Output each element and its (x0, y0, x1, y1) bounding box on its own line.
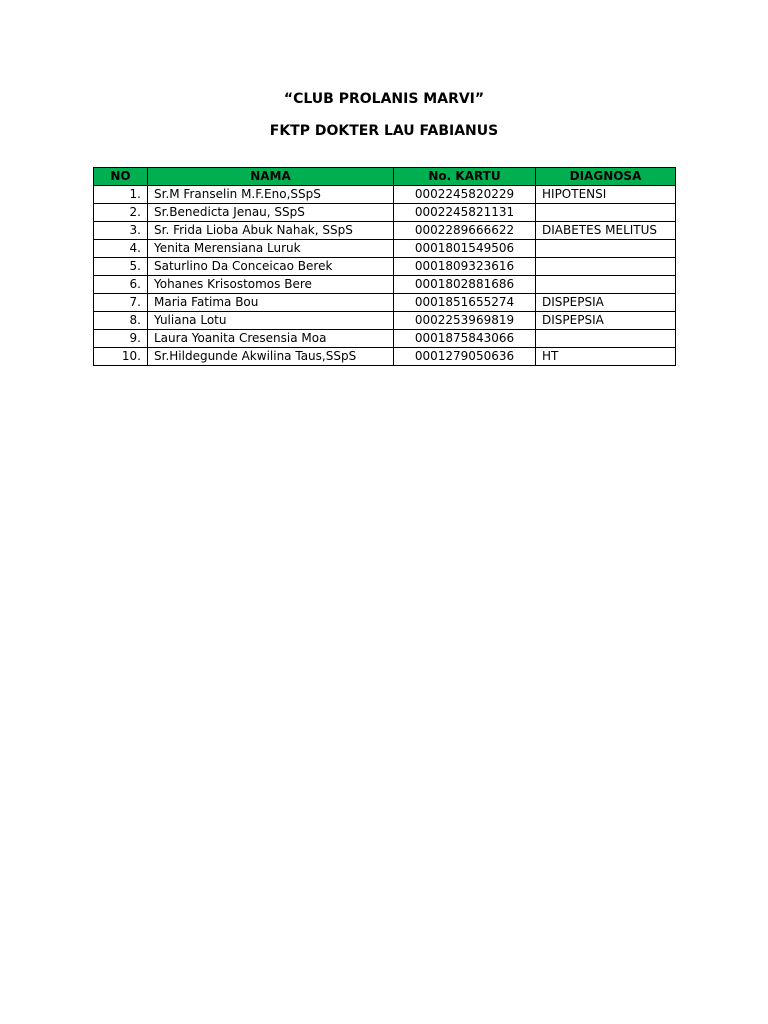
cell-kartu: 0001809323616 (394, 258, 536, 276)
table-row (94, 294, 676, 312)
cell-nama: Saturlino Da Conceicao Berek (148, 258, 394, 276)
cell-diagnosa: HT (536, 348, 676, 366)
header-diagnosa: DIAGNOSA (536, 168, 676, 186)
cell-kartu: 0002289666622 (394, 222, 536, 240)
member-table (93, 167, 676, 366)
cell-diagnosa: DISPEPSIA (536, 312, 676, 330)
cell-kartu: 0001875843066 (394, 330, 536, 348)
table-row (94, 312, 676, 330)
table-row (94, 222, 676, 240)
table-row (94, 258, 676, 276)
document-title: “CLUB PROLANIS MARVI” (283, 91, 485, 107)
cell-diagnosa (536, 258, 676, 276)
cell-kartu: 0001279050636 (394, 348, 536, 366)
cell-no: 1. (94, 186, 148, 204)
cell-diagnosa: DIABETES MELITUS (536, 222, 676, 240)
cell-no: 7. (94, 294, 148, 312)
table-row (94, 348, 676, 366)
cell-no: 8. (94, 312, 148, 330)
table-row (94, 186, 676, 204)
header-nama: NAMA (148, 168, 394, 186)
cell-kartu: 0002245821131 (394, 204, 536, 222)
cell-nama: Sr.Hildegunde Akwilina Taus,SSpS (148, 348, 394, 366)
cell-diagnosa: HIPOTENSI (536, 186, 676, 204)
cell-kartu: 0001851655274 (394, 294, 536, 312)
cell-no: 10. (94, 348, 148, 366)
cell-diagnosa (536, 204, 676, 222)
cell-nama: Yohanes Krisostomos Bere (148, 276, 394, 294)
cell-nama: Sr.M Franselin M.F.Eno,SSpS (148, 186, 394, 204)
cell-kartu: 0001802881686 (394, 276, 536, 294)
table-row (94, 330, 676, 348)
cell-nama: Sr. Frida Lioba Abuk Nahak, SSpS (148, 222, 394, 240)
cell-nama: Yuliana Lotu (148, 312, 394, 330)
cell-nama: Yenita Merensiana Luruk (148, 240, 394, 258)
cell-diagnosa (536, 276, 676, 294)
header-kartu: No. KARTU (394, 168, 536, 186)
document-subtitle: FKTP DOKTER LAU FABIANUS (269, 123, 499, 139)
table-row (94, 204, 676, 222)
table-row (94, 276, 676, 294)
cell-nama: Sr.Benedicta Jenau, SSpS (148, 204, 394, 222)
cell-diagnosa: DISPEPSIA (536, 294, 676, 312)
cell-no: 3. (94, 222, 148, 240)
table-body (94, 186, 676, 366)
cell-no: 9. (94, 330, 148, 348)
cell-kartu: 0002253969819 (394, 312, 536, 330)
cell-kartu: 0002245820229 (394, 186, 536, 204)
cell-no: 4. (94, 240, 148, 258)
cell-no: 6. (94, 276, 148, 294)
cell-nama: Maria Fatima Bou (148, 294, 394, 312)
cell-nama: Laura Yoanita Cresensia Moa (148, 330, 394, 348)
cell-no: 5. (94, 258, 148, 276)
cell-diagnosa (536, 330, 676, 348)
table-header-row (94, 168, 676, 186)
cell-kartu: 0001801549506 (394, 240, 536, 258)
cell-no: 2. (94, 204, 148, 222)
table-row (94, 240, 676, 258)
header-no: NO (94, 168, 148, 186)
cell-diagnosa (536, 240, 676, 258)
